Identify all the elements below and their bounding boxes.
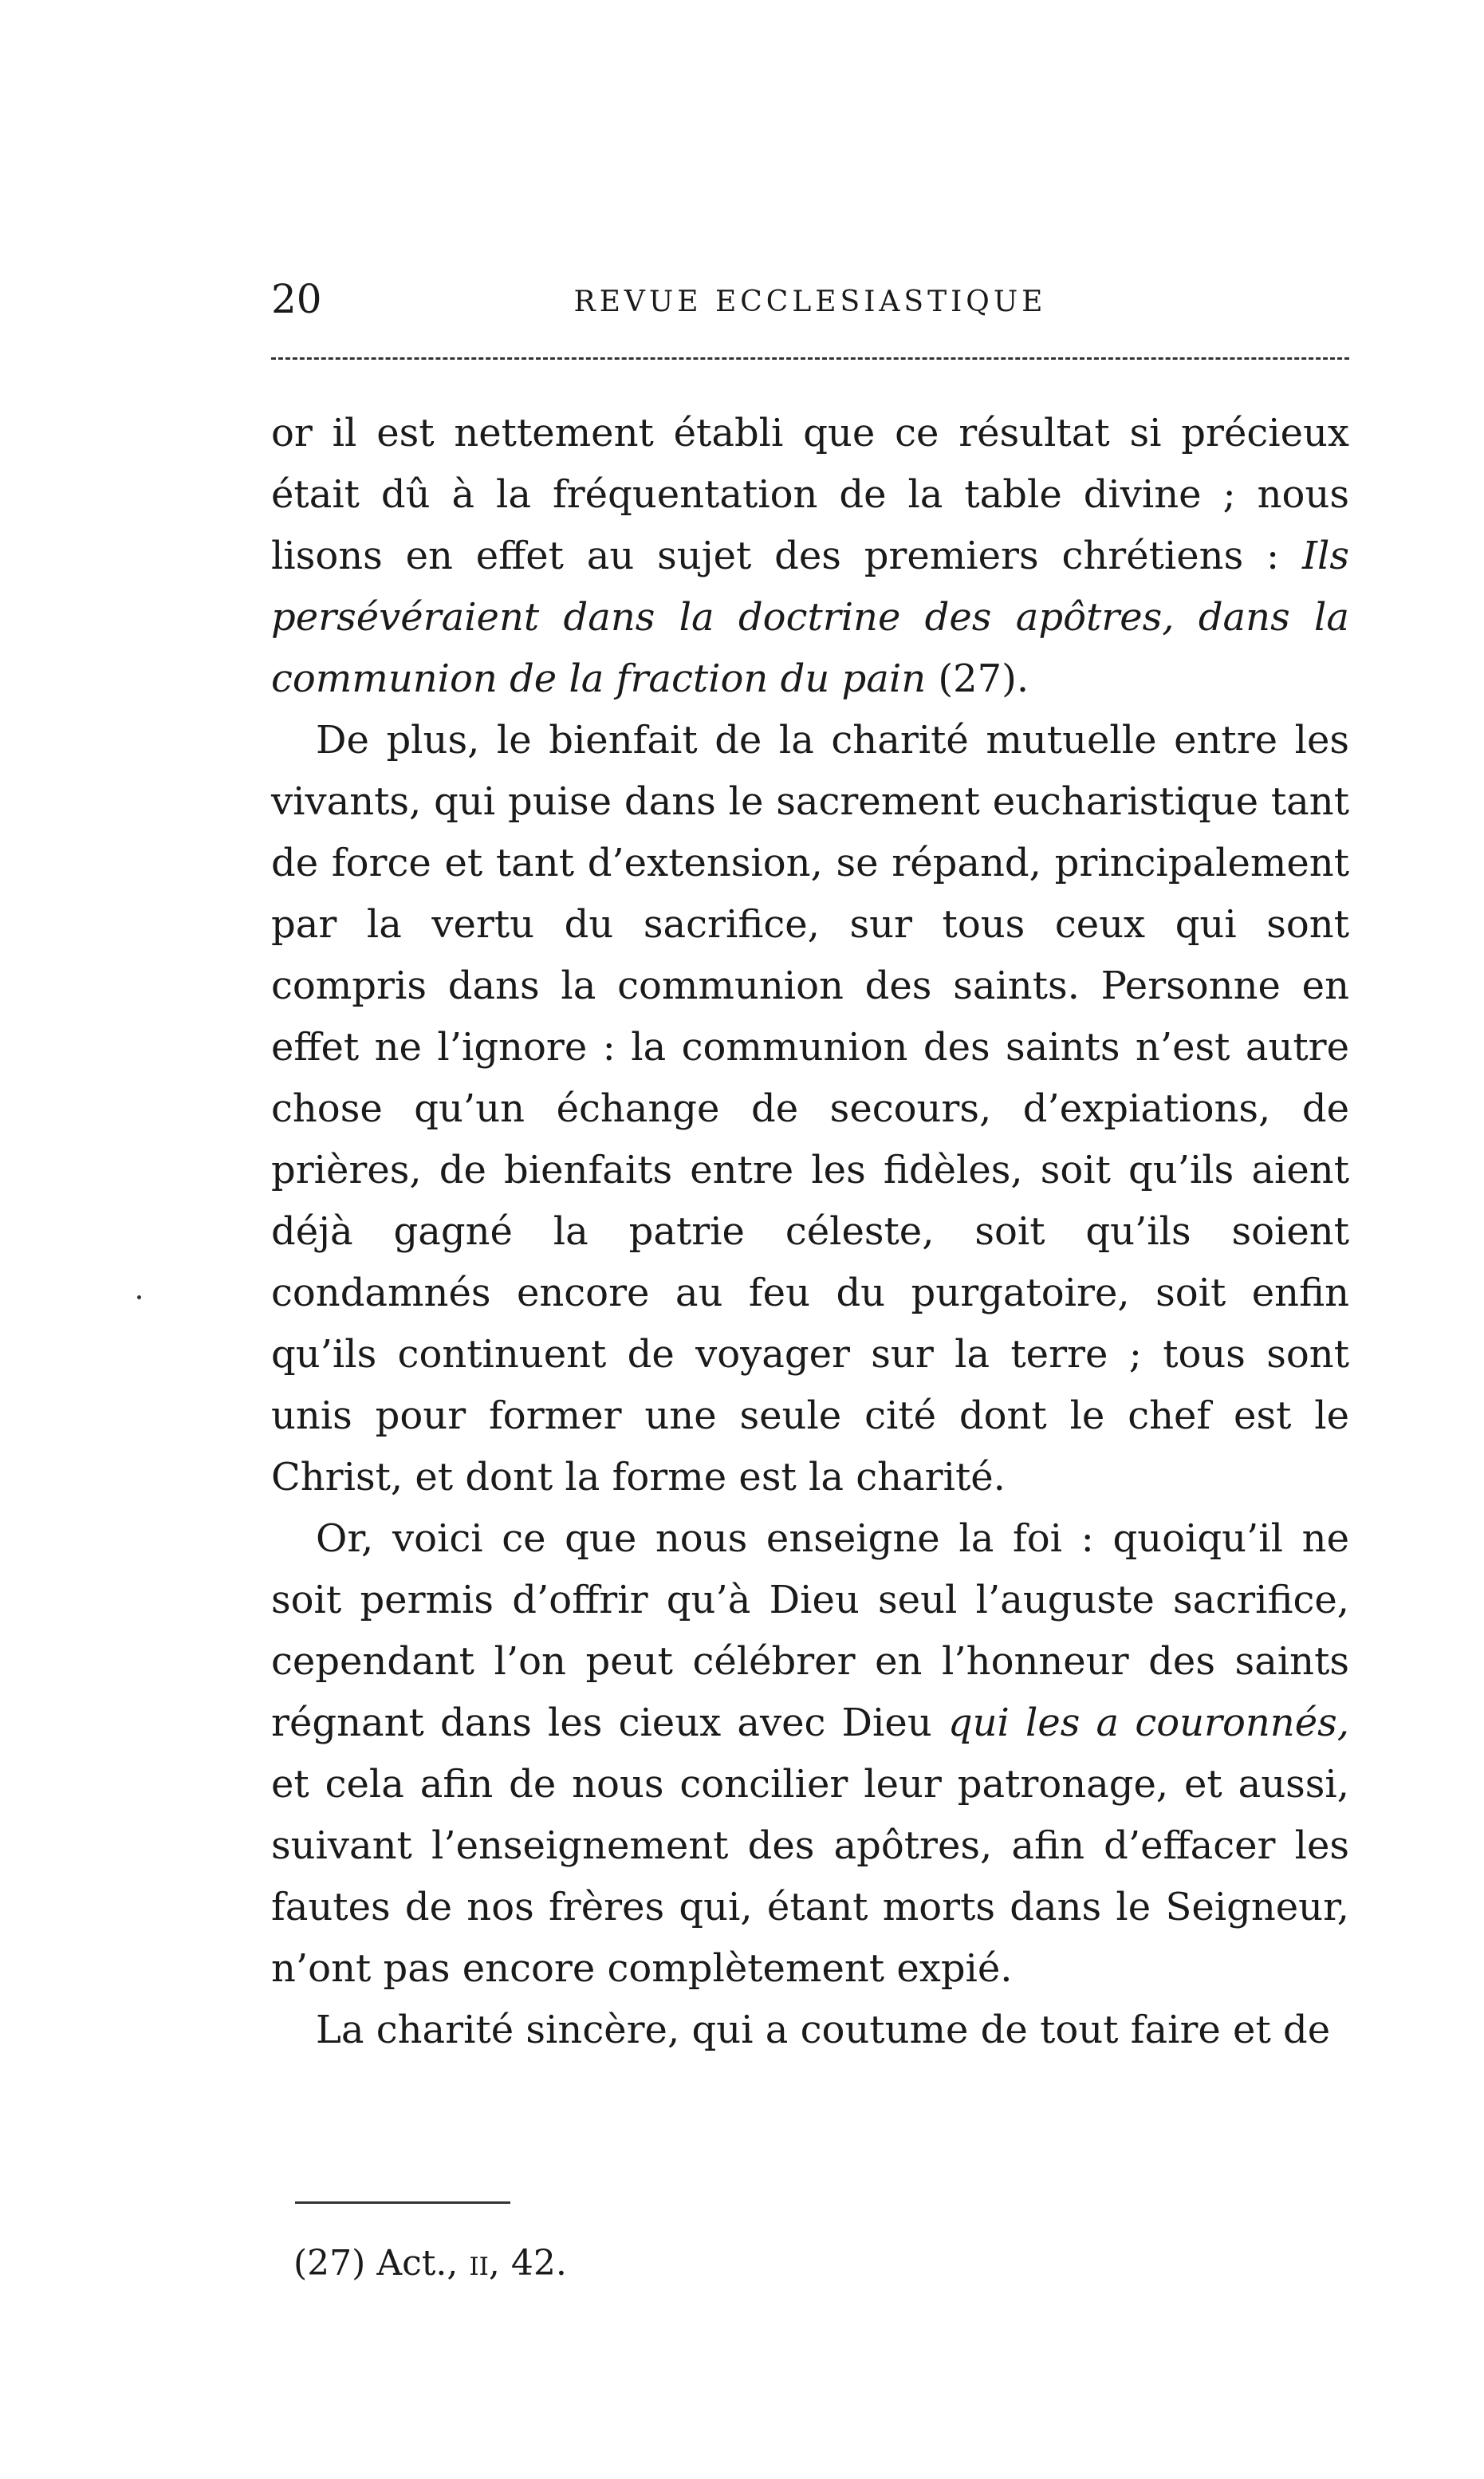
paragraph-text: or il est nettement établi que ce résultat si précieux était dû à la fréquentation de la table divine ; nous lisons en effet au sujet des premiers chrétiens : bbox=[271, 411, 1349, 578]
footnote bbox=[293, 2240, 567, 2288]
page-header bbox=[271, 271, 1349, 327]
footnote-rule bbox=[295, 2201, 510, 2204]
paragraph-text: Or, voici ce que nous enseigne la foi : quoiqu’il ne soit permis d’offrir qu’à Dieu seul l’auguste sacrifice, cependant l’on peut célébrer en l’honneur des saints régnant dans les cieux avec Dieu bbox=[271, 1516, 1349, 1745]
paragraph-2 bbox=[271, 710, 1349, 1508]
paragraph-text: et cela afin de nous concilier leur patronage, et aussi, suivant l’enseignement des apôtres, afin d’effacer les fautes de nos frères qui, étant morts dans le Seigneur, n’ont pas encore complètement expié. bbox=[271, 1762, 1349, 1991]
footnote-ref: Act., bbox=[376, 2243, 459, 2284]
paragraph-text: La charité sincère, qui a coutume de tout faire et de bbox=[316, 2008, 1331, 2052]
footnote-number: (27) bbox=[293, 2243, 366, 2284]
header-rule bbox=[271, 357, 1349, 360]
margin-speck bbox=[137, 1295, 141, 1299]
body-text bbox=[271, 403, 1349, 2061]
paragraph-1 bbox=[271, 403, 1349, 710]
italic-quotation: Ils persévéraient dans la doctrine des apôtres, dans la communion de la fraction du pain bbox=[271, 534, 1349, 701]
footnote-verse: 42. bbox=[510, 2243, 567, 2284]
paragraph-3 bbox=[271, 1508, 1349, 2000]
running-title: REVUE ECCLESIASTIQUE bbox=[573, 286, 1047, 318]
italic-quotation: qui les a couronnés, bbox=[947, 1701, 1350, 1745]
page-number: 20 bbox=[271, 276, 322, 322]
footnote-chapter: ii, bbox=[469, 2243, 500, 2284]
paragraph-4 bbox=[271, 2000, 1349, 2061]
paragraph-text: De plus, le bienfait de la charité mutuelle entre les vivants, qui puise dans le sacrement eucharistique tant de force et tant d’extension, se répand, principalement par la vertu du sacrifice, sur tous ceux qui sont compris dans la communion des saints. Personne en effet ne l’ignore : la communion des saints n’est autre chose qu’un échange de secours, d’expiations, de prières, de bienfaits entre les fidèles, soit qu’ils aient déjà gagné la patrie céleste, soit qu’ils soient condamnés encore au feu du purgatoire, soit enfin qu’ils continuent de voyager sur la terre ; tous sont unis pour former une seule cité dont le chef est le Christ, et dont la forme est la charité. bbox=[271, 718, 1349, 1500]
footnote-reference: (27). bbox=[926, 656, 1029, 701]
